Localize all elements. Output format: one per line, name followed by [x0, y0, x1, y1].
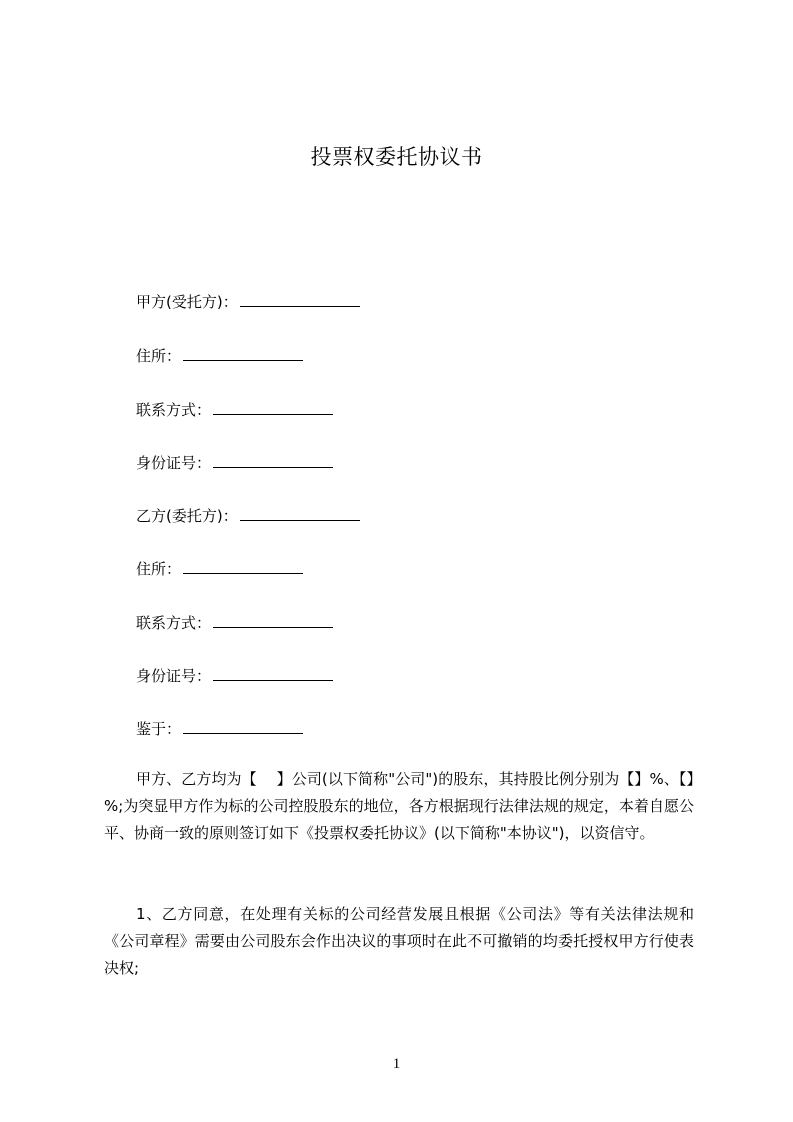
- party-a-id-label: 身份证号：: [136, 454, 212, 472]
- page-number: 1: [392, 1056, 401, 1072]
- clause-1-paragraph: 1、乙方同意，在处理有关标的公司经营发展且根据《公司法》等有关法律法规和《公司章程》需要由公司股东会作出决议的事项时在此不可撤销的均委托授权甲方行使表决权;: [104, 905, 694, 977]
- party-b-label: 乙方(委托方)：: [136, 507, 238, 525]
- party-b-contact-blank: [213, 611, 333, 628]
- party-b-address-field: [136, 557, 303, 580]
- whereas-label: 鉴于：: [136, 720, 182, 738]
- party-a-id-blank: [213, 451, 333, 468]
- party-b-address-blank: [183, 557, 303, 574]
- party-b-contact-label: 联系方式：: [136, 614, 212, 632]
- party-b-blank: [240, 504, 360, 521]
- party-b-id-label: 身份证号：: [136, 667, 212, 685]
- party-a-contact-blank: [213, 398, 333, 415]
- party-a-contact-field: [136, 398, 333, 421]
- party-b-address-label: 住所：: [136, 560, 182, 578]
- party-b-id-blank: [213, 664, 333, 681]
- party-b-field: [136, 504, 360, 527]
- preamble-paragraph: 甲方、乙方均为【 】公司(以下简称"公司")的股东，其持股比例分别为【】%、【】%;为突显甲方作为标的公司控股股东的地位，各方根据现行法律法规的规定，本着自愿公平、协商一致的原则签订如下《投票权委托协议》(以下简称"本协议")，以资信守。: [104, 770, 694, 842]
- whereas-field: [136, 717, 303, 740]
- party-a-address-blank: [183, 344, 303, 361]
- party-a-contact-label: 联系方式：: [136, 401, 212, 419]
- party-a-blank: [240, 290, 360, 307]
- whereas-blank: [183, 717, 303, 734]
- party-b-id-field: [136, 664, 333, 687]
- party-a-id-field: [136, 451, 333, 474]
- party-b-contact-field: [136, 611, 333, 634]
- party-a-label: 甲方(受托方)：: [136, 293, 238, 311]
- party-a-address-label: 住所：: [136, 347, 182, 365]
- document-title: 投票权委托协议书: [310, 145, 483, 169]
- party-a-field: [136, 290, 360, 313]
- party-a-address-field: [136, 344, 303, 367]
